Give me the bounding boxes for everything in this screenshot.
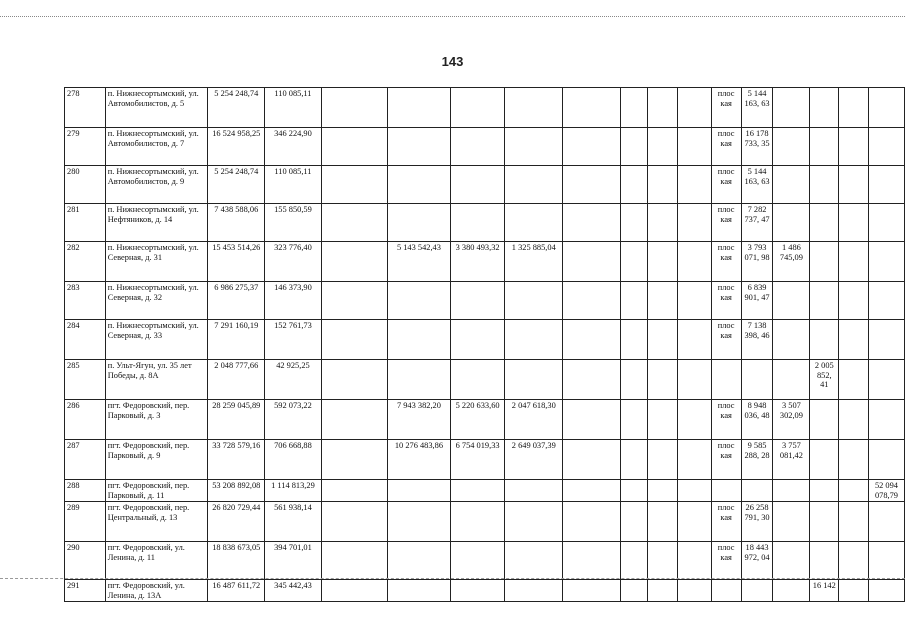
table-row [65,88,905,128]
cost-cell: 345 442,43 [265,580,322,602]
empty-cell [678,580,712,602]
roof-type-cell [711,580,741,602]
empty-cell [321,580,387,602]
empty-cell [563,400,620,440]
empty-cell [678,88,712,128]
empty-cell [321,166,387,204]
roof-cost-cell: 26 258 791, 30 [741,502,773,542]
roof-cost-cell: 3 793 071, 98 [741,242,773,282]
cost-cell [450,542,505,580]
cost-cell [505,542,563,580]
cost-cell: 3 380 493,32 [450,242,505,282]
table-row [65,242,905,282]
address-cell: пгт. Федоровский, ул. Ленина, д. 11 [105,542,208,580]
address-cell: п. Нижнесортымский, ул. Автомобилистов, д. 9 [105,166,208,204]
cost-cell [868,542,904,580]
roof-type-cell: плос кая [711,282,741,320]
cost-cell [773,204,810,242]
empty-cell [620,282,648,320]
total-cost-cell: 53 208 892,08 [208,480,265,502]
address-cell: п. Нижнесортымский, ул. Нефтяников, д. 14 [105,204,208,242]
empty-cell [648,502,678,542]
cost-cell [450,360,505,400]
cost-cell [450,166,505,204]
empty-cell [648,282,678,320]
empty-cell [678,502,712,542]
cost-cell [810,204,839,242]
roof-cost-cell [741,580,773,602]
cost-cell [505,320,563,360]
empty-cell [563,166,620,204]
cost-cell [388,204,451,242]
cost-cell: 706 668,88 [265,440,322,480]
empty-cell [839,282,869,320]
cost-cell: 42 925,25 [265,360,322,400]
cost-cell [810,282,839,320]
address-cell: п. Нижнесортымский, ул. Северная, д. 33 [105,320,208,360]
roof-type-cell: плос кая [711,502,741,542]
empty-cell [678,282,712,320]
cost-cell [773,580,810,602]
cost-cell [505,128,563,166]
cost-cell: 7 943 382,20 [388,400,451,440]
empty-cell [620,400,648,440]
row-number: 283 [65,282,106,320]
cost-cell: 561 938,14 [265,502,322,542]
cost-cell [450,580,505,602]
cost-cell: 394 701,01 [265,542,322,580]
cost-cell [773,320,810,360]
cost-cell [450,88,505,128]
roof-cost-cell: 9 585 288, 28 [741,440,773,480]
address-cell: п. Ульт-Ягун, ул. 35 лет Победы, д. 8А [105,360,208,400]
cost-cell [868,502,904,542]
cost-cell [505,360,563,400]
row-number: 281 [65,204,106,242]
row-number: 286 [65,400,106,440]
empty-cell [839,580,869,602]
cost-cell: 3 757 081,42 [773,440,810,480]
cost-cell [773,502,810,542]
cost-cell: 152 761,73 [265,320,322,360]
table-row [65,400,905,440]
empty-cell [321,360,387,400]
total-cost-cell: 16 524 958,25 [208,128,265,166]
empty-cell [678,542,712,580]
empty-cell [321,320,387,360]
cost-cell [868,440,904,480]
empty-cell [563,480,620,502]
cost-cell [810,440,839,480]
empty-cell [321,480,387,502]
cost-cell [773,88,810,128]
cost-cell [388,88,451,128]
total-cost-cell: 7 438 588,06 [208,204,265,242]
cost-cell [868,128,904,166]
address-cell: пгт. Федоровский, пер. Парковый, д. 11 [105,480,208,502]
table-row [65,580,905,602]
empty-cell [839,242,869,282]
empty-cell [678,440,712,480]
empty-cell [620,580,648,602]
cost-cell [388,502,451,542]
empty-cell [839,128,869,166]
empty-cell [678,320,712,360]
roof-type-cell: плос кая [711,320,741,360]
scan-fold-line [0,578,905,580]
empty-cell [620,502,648,542]
cost-cell: 5 143 542,43 [388,242,451,282]
cost-cell: 3 507 302,09 [773,400,810,440]
cost-cell [810,166,839,204]
empty-cell [563,88,620,128]
page-number: 143 [441,54,464,69]
cost-cell [773,480,810,502]
cost-cell [505,480,563,502]
cost-cell: 2 047 618,30 [505,400,563,440]
empty-cell [563,320,620,360]
cost-cell [868,166,904,204]
total-cost-cell: 7 291 160,19 [208,320,265,360]
cost-cell [388,580,451,602]
cost-cell [810,480,839,502]
cost-cell [450,480,505,502]
empty-cell [563,502,620,542]
total-cost-cell: 33 728 579,16 [208,440,265,480]
cost-cell [773,166,810,204]
empty-cell [839,320,869,360]
roof-cost-cell: 7 282 737, 47 [741,204,773,242]
empty-cell [648,580,678,602]
empty-cell [648,400,678,440]
empty-cell [321,242,387,282]
cost-cell: 1 486 745,09 [773,242,810,282]
cost-cell: 6 754 019,33 [450,440,505,480]
empty-cell [839,480,869,502]
cost-cell: 110 085,11 [265,166,322,204]
cost-cell [505,204,563,242]
empty-cell [839,502,869,542]
cost-cell [450,320,505,360]
roof-cost-cell: 16 178 733, 35 [741,128,773,166]
cost-cell [388,542,451,580]
roof-type-cell: плос кая [711,128,741,166]
empty-cell [648,542,678,580]
empty-cell [648,360,678,400]
empty-cell [620,542,648,580]
cost-cell [868,204,904,242]
address-cell: п. Нижнесортымский, ул. Северная, д. 31 [105,242,208,282]
empty-cell [563,128,620,166]
row-number: 287 [65,440,106,480]
cost-cell [773,128,810,166]
roof-cost-cell: 7 138 398, 46 [741,320,773,360]
cost-cell [450,502,505,542]
row-number: 289 [65,502,106,542]
address-cell: пгт. Федоровский, пер. Центральный, д. 13 [105,502,208,542]
cost-cell: 323 776,40 [265,242,322,282]
total-cost-cell: 28 259 045,89 [208,400,265,440]
cost-cell [773,542,810,580]
empty-cell [620,320,648,360]
empty-cell [648,88,678,128]
cost-cell [868,580,904,602]
cost-cell: 2 649 037,39 [505,440,563,480]
row-number: 282 [65,242,106,282]
empty-cell [839,400,869,440]
empty-cell [648,440,678,480]
table-body [65,88,905,602]
cost-cell [810,502,839,542]
empty-cell [321,542,387,580]
cost-cell: 16 142 [810,580,839,602]
empty-cell [620,88,648,128]
cost-cell [773,282,810,320]
cost-cell [868,400,904,440]
empty-cell [839,204,869,242]
empty-cell [620,128,648,166]
roof-cost-cell [741,480,773,502]
row-number: 288 [65,480,106,502]
empty-cell [321,502,387,542]
cost-cell [505,580,563,602]
total-cost-cell: 2 048 777,66 [208,360,265,400]
cost-cell [773,360,810,400]
address-cell: п. Нижнесортымский, ул. Автомобилистов, д. 7 [105,128,208,166]
row-number: 284 [65,320,106,360]
cost-cell: 146 373,90 [265,282,322,320]
empty-cell [648,480,678,502]
empty-cell [321,440,387,480]
empty-cell [648,166,678,204]
row-number: 280 [65,166,106,204]
cost-cell: 592 073,22 [265,400,322,440]
empty-cell [563,542,620,580]
empty-cell [563,580,620,602]
empty-cell [563,440,620,480]
empty-cell [563,204,620,242]
cost-cell [810,88,839,128]
table-row [65,542,905,580]
empty-cell [648,128,678,166]
empty-cell [839,360,869,400]
cost-cell: 52 094 078,79 [868,480,904,502]
cost-cell [810,400,839,440]
roof-type-cell: плос кая [711,88,741,128]
total-cost-cell: 26 820 729,44 [208,502,265,542]
empty-cell [648,204,678,242]
table-row [65,128,905,166]
cost-cell [868,360,904,400]
cost-cell [810,542,839,580]
cost-cell [868,88,904,128]
scan-top-edge [0,16,905,18]
row-number: 278 [65,88,106,128]
empty-cell [620,480,648,502]
roof-type-cell [711,480,741,502]
roof-type-cell: плос кая [711,440,741,480]
cost-cell [388,360,451,400]
empty-cell [678,242,712,282]
empty-cell [620,242,648,282]
address-cell: п. Нижнесортымский, ул. Автомобилистов, д. 5 [105,88,208,128]
cost-cell [388,480,451,502]
roof-cost-cell: 6 839 901, 47 [741,282,773,320]
table-row [65,502,905,542]
roof-type-cell: плос кая [711,166,741,204]
total-cost-cell: 18 838 673,05 [208,542,265,580]
empty-cell [620,440,648,480]
cost-cell: 110 085,11 [265,88,322,128]
register-table [64,87,905,602]
empty-cell [678,128,712,166]
roof-type-cell: плос кая [711,204,741,242]
roof-type-cell: плос кая [711,400,741,440]
empty-cell [321,128,387,166]
total-cost-cell: 5 254 248,74 [208,166,265,204]
empty-cell [321,88,387,128]
cost-cell [450,128,505,166]
roof-type-cell: плос кая [711,542,741,580]
cost-cell [810,320,839,360]
cost-cell [388,320,451,360]
cost-cell [810,242,839,282]
address-cell: пгт. Федоровский, ул. Ленина, д. 13А [105,580,208,602]
cost-cell [868,320,904,360]
empty-cell [839,542,869,580]
cost-cell [388,282,451,320]
cost-cell [505,88,563,128]
cost-cell: 2 005 852, 41 [810,360,839,400]
cost-cell: 10 276 483,86 [388,440,451,480]
empty-cell [648,242,678,282]
table-row [65,166,905,204]
total-cost-cell: 5 254 248,74 [208,88,265,128]
roof-type-cell: плос кая [711,242,741,282]
roof-cost-cell [741,360,773,400]
row-number: 291 [65,580,106,602]
empty-cell [678,360,712,400]
empty-cell [321,282,387,320]
total-cost-cell: 16 487 611,72 [208,580,265,602]
cost-cell [450,282,505,320]
roof-cost-cell: 18 443 972, 04 [741,542,773,580]
empty-cell [321,400,387,440]
cost-cell: 5 220 633,60 [450,400,505,440]
empty-cell [678,400,712,440]
cost-cell: 1 114 813,29 [265,480,322,502]
address-cell: п. Нижнесортымский, ул. Северная, д. 32 [105,282,208,320]
cost-cell: 346 224,90 [265,128,322,166]
row-number: 279 [65,128,106,166]
empty-cell [563,242,620,282]
roof-cost-cell: 5 144 163, 63 [741,88,773,128]
empty-cell [678,480,712,502]
empty-cell [321,204,387,242]
empty-cell [620,166,648,204]
total-cost-cell: 15 453 514,26 [208,242,265,282]
roof-cost-cell: 8 948 036, 48 [741,400,773,440]
roof-cost-cell: 5 144 163, 63 [741,166,773,204]
address-cell: пгт. Федоровский, пер. Парковый, д. 3 [105,400,208,440]
empty-cell [839,440,869,480]
table-row [65,320,905,360]
table-row [65,282,905,320]
row-number: 285 [65,360,106,400]
table-row [65,480,905,502]
total-cost-cell: 6 986 275,37 [208,282,265,320]
empty-cell [678,166,712,204]
empty-cell [563,282,620,320]
empty-cell [620,360,648,400]
table-row [65,360,905,400]
table-row [65,440,905,480]
empty-cell [620,204,648,242]
cost-cell [868,282,904,320]
empty-cell [839,88,869,128]
cost-cell [505,502,563,542]
cost-cell [868,242,904,282]
cost-cell [505,166,563,204]
roof-type-cell [711,360,741,400]
cost-cell [505,282,563,320]
cost-cell [388,166,451,204]
row-number: 290 [65,542,106,580]
cost-cell [388,128,451,166]
empty-cell [839,166,869,204]
cost-cell [450,204,505,242]
table-row [65,204,905,242]
empty-cell [563,360,620,400]
cost-cell: 1 325 885,04 [505,242,563,282]
cost-cell [810,128,839,166]
address-cell: пгт. Федоровский, пер. Парковый, д. 9 [105,440,208,480]
empty-cell [678,204,712,242]
cost-cell: 155 850,59 [265,204,322,242]
empty-cell [648,320,678,360]
